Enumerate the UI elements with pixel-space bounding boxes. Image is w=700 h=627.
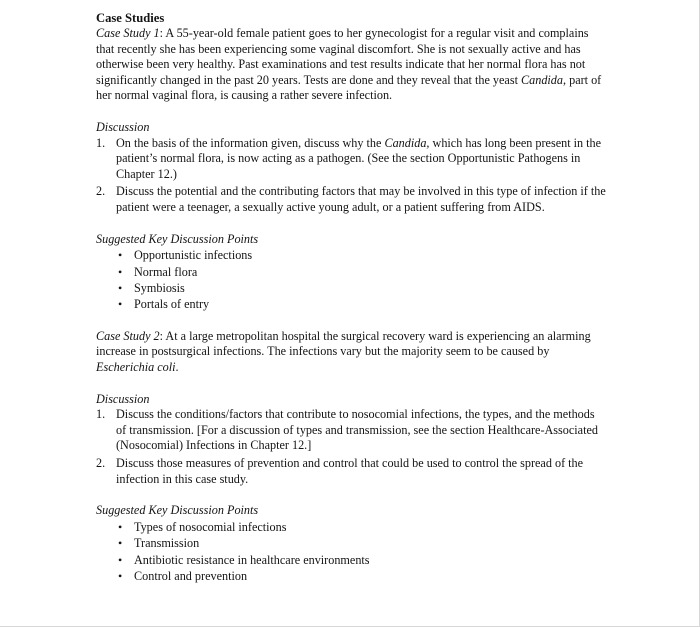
discussion-1-item-1 [96,136,606,183]
list-item [96,535,606,551]
case-study-1-text-a: : A 55-year-old female patient goes to her gynecologist for a regular visit and complains that recently she has been experiencing some vaginal discomfort. She is not sexually active and has otherwise been very healthy. Past examinations and test results indicate that her normal flora has not significantly changed in the past 20 years. Tests are done and they reveal that the yeast [96,26,589,87]
discussion-1-heading: Discussion [96,119,150,134]
bullet-icon: • [118,519,123,534]
list-item [96,519,606,535]
case-study-1-label: Case Study 1 [96,26,160,40]
points-1-heading: Suggested Key Discussion Points [96,231,259,246]
bullet-icon: • [118,552,123,567]
list-number: 2. [96,184,106,199]
bullet-icon: • [118,297,123,312]
bullet-icon: • [118,568,123,583]
case-study-2-text-b: . [175,359,179,374]
list-number: 1. [96,407,106,422]
case-study-2-organism: Escherichia coli [96,359,176,374]
bullet-icon: • [118,280,123,295]
discussion-1-item-2-text: Discuss the potential and the contributing factors that may be involved in this type of infection if the patient were a teenager, a sexually active young adult, or a patient suffering from AIDS. [116,184,606,214]
points-2-heading: Suggested Key Discussion Points [96,503,259,518]
discussion-2-item-1-text: Discuss the conditions/factors that contribute to nosocomial infections, the types, and the methods of transmission. [For a discussion of types and transmission, see the section Healthcare-Associated (Nosocomial) Infections in Chapter 12.] [116,407,598,453]
document-content [96,10,606,584]
bullet-icon: • [118,536,123,551]
list-item [96,552,606,568]
list-item-text: Transmission [134,536,200,551]
discussion-1-item-2 [96,184,606,215]
case-study-2-paragraph [96,329,606,376]
discussion-1-list [96,136,606,216]
list-item [96,264,606,280]
case-study-2-text-a: : At a large metropolitan hospital the surgical recovery ward is experiencing an alarming increase in postsurgical infections. The infections vary but the majority seem to be caused by [96,328,591,359]
list-item-text: Control and prevention [134,568,248,583]
list-item-text: Symbiosis [134,280,185,295]
list-item [96,296,606,312]
case-study-1-organism: Candida [521,72,563,87]
case-study-1-text-b: , part of her normal vaginal flora, is causing a rather severe infection. [96,72,602,103]
list-item [96,247,606,263]
discussion-2-heading: Discussion [96,391,150,406]
discussion-2-item-2-text: Discuss those measures of prevention and control that could be used to control the spread of the infection in this case study. [116,455,584,486]
case-study-1-paragraph [96,26,606,104]
list-item [96,280,606,296]
discussion-2-item-2 [96,456,606,487]
points-2-list [96,519,606,585]
case-study-2-label: Case Study 2 [96,328,160,343]
discussion-1-item-1-text-a: On the basis of the information given, discuss why the [116,135,385,150]
discussion-2-list [96,407,606,487]
list-item-text: Antibiotic resistance in healthcare environments [134,552,370,567]
list-item-text: Portals of entry [134,297,210,312]
points-1-list [96,247,606,313]
list-number: 2. [96,455,106,470]
discussion-1-item-1-text-b: which has long been present in the patient’s normal flora, is now acting as a pathogen. (See the section Opportunistic Pathogens in Chapter 12.) [116,135,602,181]
list-item-text: Normal flora [134,264,198,279]
list-item [96,568,606,584]
list-item-text: Types of nosocomial infections [134,519,287,534]
list-number: 1. [96,135,106,150]
discussion-2-item-1 [96,407,606,454]
discussion-1-item-1-emphasis: Candida, [384,135,430,150]
bullet-icon: • [118,264,123,279]
list-item-text: Opportunistic infections [134,248,253,263]
bullet-icon: • [118,248,123,263]
page-title: Case Studies [96,11,165,25]
